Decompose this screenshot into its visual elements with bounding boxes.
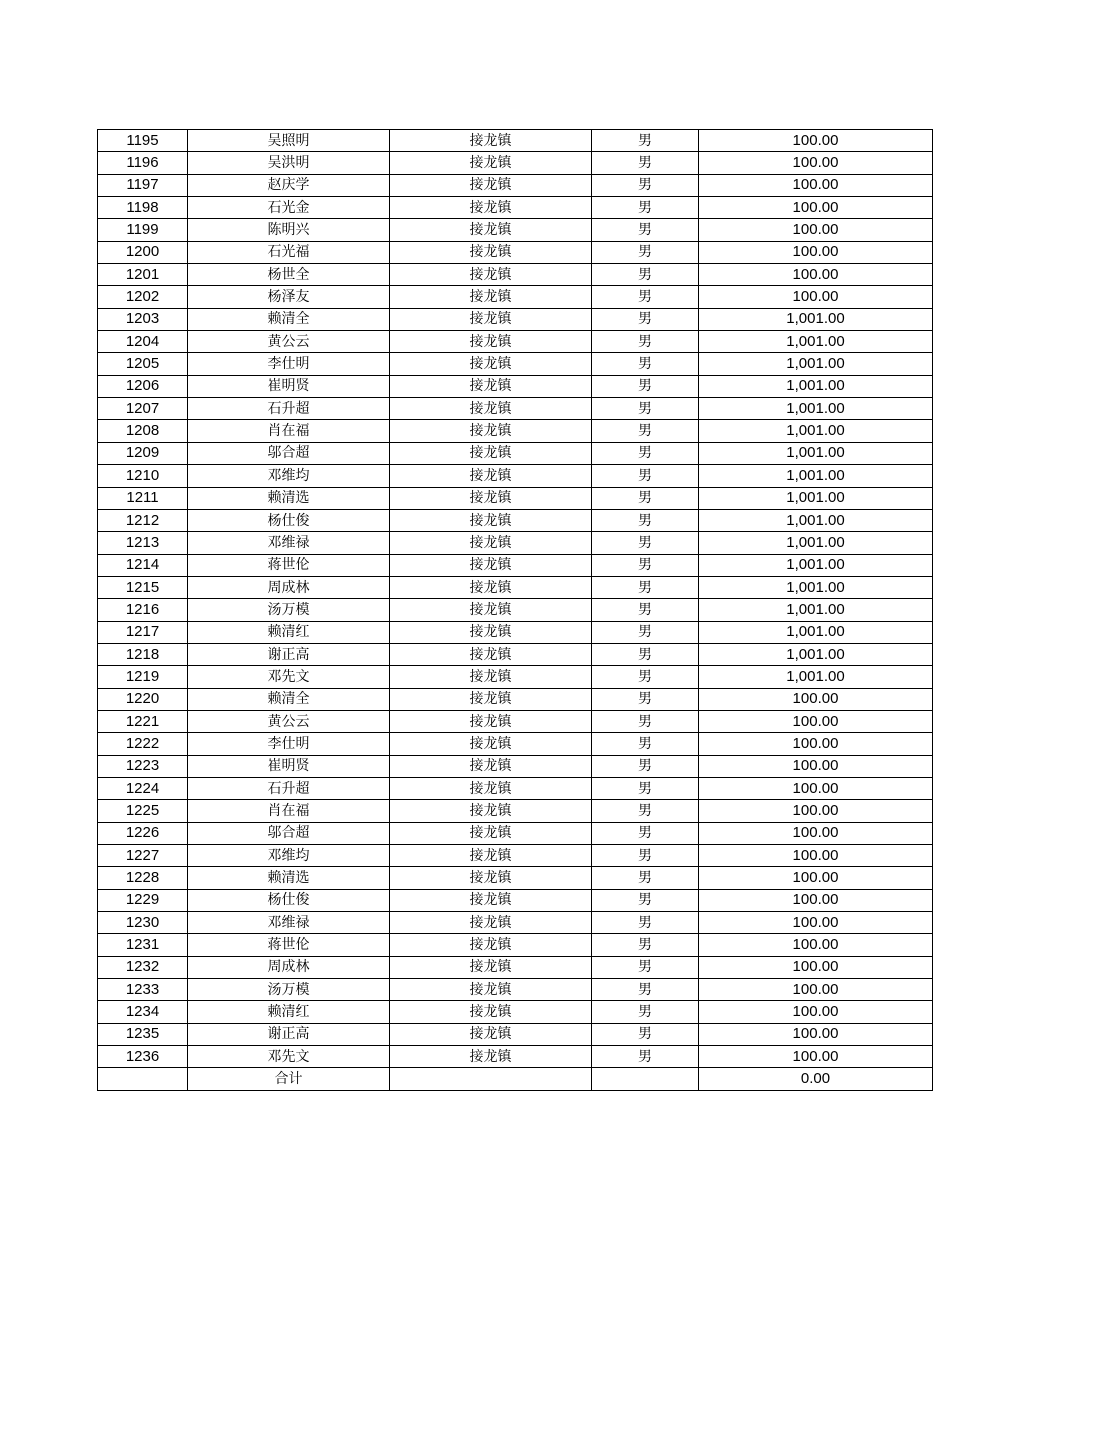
town-cell: 接龙镇 [390, 1046, 592, 1068]
table-row [98, 956, 933, 978]
name-cell: 李仕明 [188, 353, 390, 375]
amount-cell: 1,001.00 [699, 554, 933, 576]
row-number-cell: 1217 [98, 621, 188, 643]
name-cell: 赖清红 [188, 1001, 390, 1023]
table-row [98, 621, 933, 643]
gender-cell: 男 [592, 331, 699, 353]
town-cell: 接龙镇 [390, 912, 592, 934]
amount-cell: 100.00 [699, 174, 933, 196]
gender-cell: 男 [592, 398, 699, 420]
row-number-cell: 1202 [98, 286, 188, 308]
town-cell: 接龙镇 [390, 777, 592, 799]
row-number-cell: 1197 [98, 174, 188, 196]
table-row [98, 845, 933, 867]
table-row [98, 442, 933, 464]
name-cell: 邓先文 [188, 666, 390, 688]
gender-cell: 男 [592, 889, 699, 911]
name-cell: 谢正高 [188, 643, 390, 665]
town-cell: 接龙镇 [390, 308, 592, 330]
amount-cell: 1,001.00 [699, 465, 933, 487]
amount-cell: 1,001.00 [699, 509, 933, 531]
amount-cell: 100.00 [699, 241, 933, 263]
table-row [98, 308, 933, 330]
name-cell: 邓维均 [188, 465, 390, 487]
row-number-cell: 1215 [98, 576, 188, 598]
table-row [98, 532, 933, 554]
name-cell: 邓维均 [188, 845, 390, 867]
name-cell: 汤万模 [188, 599, 390, 621]
name-cell: 杨泽友 [188, 286, 390, 308]
row-number-cell: 1230 [98, 912, 188, 934]
amount-cell: 1,001.00 [699, 398, 933, 420]
row-number-cell: 1228 [98, 867, 188, 889]
name-cell: 吴洪明 [188, 152, 390, 174]
town-cell: 接龙镇 [390, 621, 592, 643]
town-cell: 接龙镇 [390, 487, 592, 509]
amount-cell: 100.00 [699, 956, 933, 978]
gender-cell: 男 [592, 643, 699, 665]
gender-cell: 男 [592, 621, 699, 643]
amount-cell: 100.00 [699, 1046, 933, 1068]
town-cell: 接龙镇 [390, 152, 592, 174]
name-cell: 赖清选 [188, 867, 390, 889]
row-number-cell: 1235 [98, 1023, 188, 1045]
gender-cell: 男 [592, 308, 699, 330]
name-cell: 周成林 [188, 576, 390, 598]
amount-cell: 100.00 [699, 197, 933, 219]
table-row [98, 666, 933, 688]
name-cell: 赖清选 [188, 487, 390, 509]
town-cell: 接龙镇 [390, 241, 592, 263]
town-cell: 接龙镇 [390, 219, 592, 241]
amount-cell: 100.00 [699, 710, 933, 732]
gender-cell: 男 [592, 576, 699, 598]
amount-cell: 100.00 [699, 777, 933, 799]
gender-cell: 男 [592, 755, 699, 777]
amount-cell: 1,001.00 [699, 576, 933, 598]
town-cell: 接龙镇 [390, 420, 592, 442]
town-cell: 接龙镇 [390, 956, 592, 978]
gender-cell: 男 [592, 174, 699, 196]
row-number-cell: 1203 [98, 308, 188, 330]
table-row [98, 755, 933, 777]
table-row [98, 331, 933, 353]
name-cell: 赵庆学 [188, 174, 390, 196]
name-cell: 赖清红 [188, 621, 390, 643]
town-cell: 接龙镇 [390, 197, 592, 219]
name-cell: 周成林 [188, 956, 390, 978]
amount-cell: 1,001.00 [699, 532, 933, 554]
amount-cell: 1,001.00 [699, 599, 933, 621]
name-cell: 邓维禄 [188, 532, 390, 554]
town-cell: 接龙镇 [390, 934, 592, 956]
town-cell: 接龙镇 [390, 1001, 592, 1023]
gender-cell: 男 [592, 934, 699, 956]
table-row [98, 375, 933, 397]
row-number-cell: 1207 [98, 398, 188, 420]
name-cell: 肖在福 [188, 800, 390, 822]
row-number-cell: 1218 [98, 643, 188, 665]
name-cell: 杨世全 [188, 264, 390, 286]
amount-cell: 1,001.00 [699, 666, 933, 688]
town-cell: 接龙镇 [390, 710, 592, 732]
name-cell: 蒋世伦 [188, 554, 390, 576]
row-number-cell: 1199 [98, 219, 188, 241]
amount-cell: 1,001.00 [699, 487, 933, 509]
amount-cell: 1,001.00 [699, 353, 933, 375]
row-number-cell: 1209 [98, 442, 188, 464]
row-number-cell: 1216 [98, 599, 188, 621]
amount-cell: 100.00 [699, 1023, 933, 1045]
amount-cell: 1,001.00 [699, 643, 933, 665]
amount-cell: 100.00 [699, 755, 933, 777]
total-row [98, 1068, 933, 1090]
gender-cell: 男 [592, 845, 699, 867]
row-number-cell: 1223 [98, 755, 188, 777]
name-cell: 赖清全 [188, 688, 390, 710]
gender-cell: 男 [592, 532, 699, 554]
amount-cell: 100.00 [699, 733, 933, 755]
row-number-cell: 1195 [98, 130, 188, 152]
table-row [98, 1046, 933, 1068]
name-cell: 崔明贤 [188, 755, 390, 777]
row-number-cell: 1236 [98, 1046, 188, 1068]
gender-cell: 男 [592, 1001, 699, 1023]
gender-cell [592, 1068, 699, 1090]
row-number-cell: 1201 [98, 264, 188, 286]
table-row [98, 822, 933, 844]
name-cell: 崔明贤 [188, 375, 390, 397]
amount-cell: 1,001.00 [699, 331, 933, 353]
row-number-cell: 1200 [98, 241, 188, 263]
gender-cell: 男 [592, 420, 699, 442]
name-cell: 石升超 [188, 777, 390, 799]
amount-cell: 100.00 [699, 979, 933, 1001]
town-cell: 接龙镇 [390, 174, 592, 196]
name-cell: 吴照明 [188, 130, 390, 152]
gender-cell: 男 [592, 599, 699, 621]
row-number-cell: 1211 [98, 487, 188, 509]
row-number-cell: 1233 [98, 979, 188, 1001]
row-number-cell: 1231 [98, 934, 188, 956]
amount-cell: 100.00 [699, 845, 933, 867]
name-cell: 赖清全 [188, 308, 390, 330]
town-cell: 接龙镇 [390, 398, 592, 420]
table-row [98, 152, 933, 174]
table-row [98, 286, 933, 308]
amount-cell: 100.00 [699, 152, 933, 174]
amount-cell: 100.00 [699, 934, 933, 956]
row-number-cell: 1213 [98, 532, 188, 554]
name-cell: 蒋世伦 [188, 934, 390, 956]
table-row [98, 1001, 933, 1023]
name-cell: 黄公云 [188, 331, 390, 353]
gender-cell: 男 [592, 152, 699, 174]
town-cell: 接龙镇 [390, 353, 592, 375]
name-cell: 石升超 [188, 398, 390, 420]
amount-cell: 100.00 [699, 688, 933, 710]
amount-cell: 100.00 [699, 130, 933, 152]
town-cell: 接龙镇 [390, 465, 592, 487]
amount-cell: 100.00 [699, 867, 933, 889]
gender-cell: 男 [592, 822, 699, 844]
amount-cell: 100.00 [699, 1001, 933, 1023]
table-row [98, 688, 933, 710]
name-cell: 邓先文 [188, 1046, 390, 1068]
gender-cell: 男 [592, 219, 699, 241]
table-row [98, 777, 933, 799]
table-row [98, 219, 933, 241]
amount-cell: 100.00 [699, 822, 933, 844]
name-cell: 黄公云 [188, 710, 390, 732]
row-number-cell: 1212 [98, 509, 188, 531]
data-table [97, 129, 933, 1091]
town-cell: 接龙镇 [390, 889, 592, 911]
town-cell: 接龙镇 [390, 331, 592, 353]
name-cell: 邓维禄 [188, 912, 390, 934]
gender-cell: 男 [592, 1023, 699, 1045]
gender-cell: 男 [592, 241, 699, 263]
amount-cell: 100.00 [699, 264, 933, 286]
name-cell: 肖在福 [188, 420, 390, 442]
town-cell: 接龙镇 [390, 666, 592, 688]
amount-cell: 100.00 [699, 800, 933, 822]
row-number-cell: 1198 [98, 197, 188, 219]
amount-cell: 1,001.00 [699, 621, 933, 643]
town-cell: 接龙镇 [390, 442, 592, 464]
row-number-cell: 1225 [98, 800, 188, 822]
town-cell: 接龙镇 [390, 979, 592, 1001]
amount-cell: 100.00 [699, 912, 933, 934]
row-number-cell: 1206 [98, 375, 188, 397]
row-number-cell: 1222 [98, 733, 188, 755]
table-row [98, 509, 933, 531]
gender-cell: 男 [592, 1046, 699, 1068]
town-cell: 接龙镇 [390, 375, 592, 397]
gender-cell: 男 [592, 375, 699, 397]
gender-cell: 男 [592, 554, 699, 576]
gender-cell: 男 [592, 130, 699, 152]
row-number-cell: 1224 [98, 777, 188, 799]
row-number-cell: 1226 [98, 822, 188, 844]
name-cell: 石光福 [188, 241, 390, 263]
amount-cell: 100.00 [699, 219, 933, 241]
row-number-cell: 1234 [98, 1001, 188, 1023]
town-cell: 接龙镇 [390, 130, 592, 152]
table-row [98, 576, 933, 598]
table-row [98, 979, 933, 1001]
table-body [98, 130, 933, 1091]
table-row [98, 867, 933, 889]
row-number-cell: 1204 [98, 331, 188, 353]
gender-cell: 男 [592, 777, 699, 799]
table-row [98, 264, 933, 286]
table-row [98, 934, 933, 956]
name-cell: 邬合超 [188, 442, 390, 464]
amount-cell: 1,001.00 [699, 375, 933, 397]
town-cell: 接龙镇 [390, 554, 592, 576]
name-cell: 杨仕俊 [188, 509, 390, 531]
town-cell: 接龙镇 [390, 733, 592, 755]
town-cell: 接龙镇 [390, 688, 592, 710]
town-cell: 接龙镇 [390, 509, 592, 531]
row-number-cell: 1221 [98, 710, 188, 732]
town-cell: 接龙镇 [390, 867, 592, 889]
row-number-cell: 1229 [98, 889, 188, 911]
table-row [98, 197, 933, 219]
gender-cell: 男 [592, 912, 699, 934]
table-row [98, 487, 933, 509]
table-row [98, 398, 933, 420]
table-row [98, 733, 933, 755]
gender-cell: 男 [592, 688, 699, 710]
table-row [98, 912, 933, 934]
town-cell: 接龙镇 [390, 264, 592, 286]
town-cell: 接龙镇 [390, 643, 592, 665]
town-cell: 接龙镇 [390, 755, 592, 777]
name-cell: 谢正高 [188, 1023, 390, 1045]
amount-cell: 100.00 [699, 889, 933, 911]
gender-cell: 男 [592, 733, 699, 755]
name-cell: 汤万模 [188, 979, 390, 1001]
table-row [98, 241, 933, 263]
gender-cell: 男 [592, 956, 699, 978]
table-row [98, 465, 933, 487]
table-row [98, 130, 933, 152]
table-row [98, 889, 933, 911]
gender-cell: 男 [592, 509, 699, 531]
table-row [98, 353, 933, 375]
row-number-cell: 1219 [98, 666, 188, 688]
name-cell: 杨仕俊 [188, 889, 390, 911]
table-row [98, 710, 933, 732]
gender-cell: 男 [592, 800, 699, 822]
name-cell: 李仕明 [188, 733, 390, 755]
table-row [98, 1023, 933, 1045]
table-row [98, 554, 933, 576]
row-number-cell: 1205 [98, 353, 188, 375]
town-cell: 接龙镇 [390, 576, 592, 598]
table-row [98, 420, 933, 442]
row-number-cell: 1220 [98, 688, 188, 710]
row-number-cell: 1210 [98, 465, 188, 487]
row-number-cell: 1196 [98, 152, 188, 174]
amount-cell: 0.00 [699, 1068, 933, 1090]
table-row [98, 174, 933, 196]
town-cell: 接龙镇 [390, 845, 592, 867]
table-row [98, 643, 933, 665]
name-cell: 合计 [188, 1068, 390, 1090]
amount-cell: 1,001.00 [699, 420, 933, 442]
gender-cell: 男 [592, 465, 699, 487]
amount-cell: 1,001.00 [699, 442, 933, 464]
gender-cell: 男 [592, 353, 699, 375]
name-cell: 邬合超 [188, 822, 390, 844]
row-number-cell: 1232 [98, 956, 188, 978]
amount-cell: 100.00 [699, 286, 933, 308]
gender-cell: 男 [592, 286, 699, 308]
name-cell: 石光金 [188, 197, 390, 219]
gender-cell: 男 [592, 979, 699, 1001]
town-cell: 接龙镇 [390, 286, 592, 308]
town-cell: 接龙镇 [390, 822, 592, 844]
gender-cell: 男 [592, 197, 699, 219]
gender-cell: 男 [592, 666, 699, 688]
row-number-cell: 1227 [98, 845, 188, 867]
gender-cell: 男 [592, 867, 699, 889]
table-row [98, 599, 933, 621]
amount-cell: 1,001.00 [699, 308, 933, 330]
gender-cell: 男 [592, 487, 699, 509]
town-cell: 接龙镇 [390, 1023, 592, 1045]
row-number-cell: 1208 [98, 420, 188, 442]
table-row [98, 800, 933, 822]
town-cell: 接龙镇 [390, 800, 592, 822]
gender-cell: 男 [592, 710, 699, 732]
town-cell: 接龙镇 [390, 532, 592, 554]
name-cell: 陈明兴 [188, 219, 390, 241]
row-number-cell [98, 1068, 188, 1090]
town-cell: 接龙镇 [390, 599, 592, 621]
row-number-cell: 1214 [98, 554, 188, 576]
town-cell [390, 1068, 592, 1090]
gender-cell: 男 [592, 442, 699, 464]
gender-cell: 男 [592, 264, 699, 286]
